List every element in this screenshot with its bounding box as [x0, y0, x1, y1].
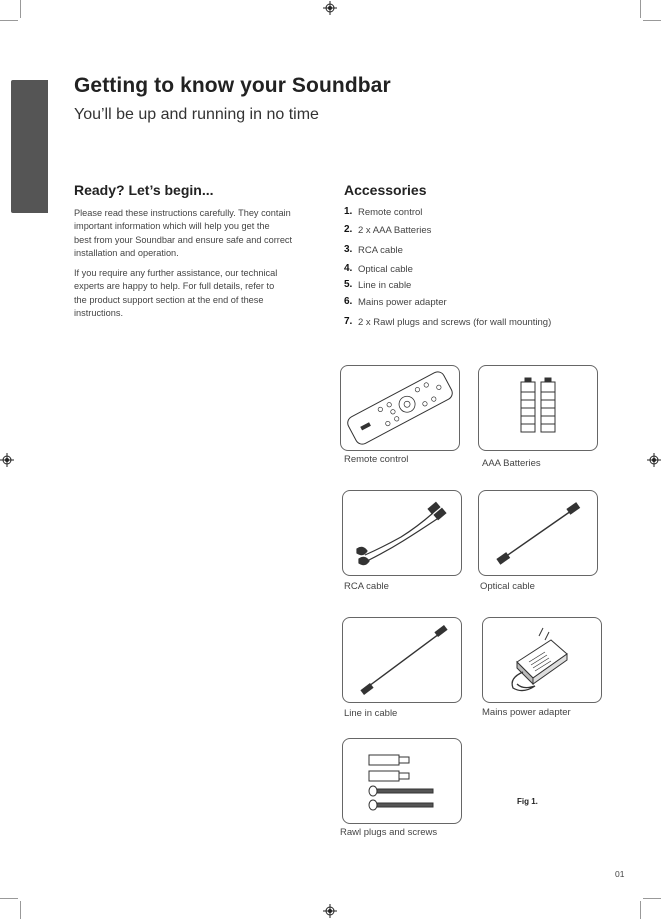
crop-mark — [0, 20, 18, 21]
batteries-figure — [478, 365, 598, 451]
item-number: 6. — [344, 296, 353, 307]
item-number: 1. — [344, 206, 353, 217]
power-adapter-icon — [483, 618, 601, 702]
rawl-figure — [342, 738, 462, 824]
crop-mark — [20, 0, 21, 18]
item-label: Optical cable — [358, 264, 413, 275]
page-title: Getting to know your Soundbar — [74, 74, 391, 97]
intro-paragraph-1 — [74, 207, 292, 261]
rawl-caption: Rawl plugs and screws — [340, 827, 438, 838]
text-line: instructions. — [74, 308, 124, 319]
list-item — [344, 264, 551, 280]
text-line: best from your Soundbar and ensure safe and correct — [74, 234, 293, 245]
figure-label: Fig 1. — [517, 797, 538, 806]
list-item — [344, 317, 551, 332]
optical-figure — [478, 490, 598, 576]
item-number: 5. — [344, 279, 353, 290]
registration-mark-icon — [323, 904, 337, 918]
registration-mark-icon — [647, 453, 661, 467]
accessories-list — [344, 207, 551, 332]
list-item — [344, 207, 551, 225]
text-line: If you require any further assistance, our technical — [74, 268, 278, 278]
item-label: 2 x Rawl plugs and screws (for wall mounting) — [358, 317, 552, 328]
list-item — [344, 225, 551, 245]
batteries-caption: AAA Batteries — [482, 458, 541, 469]
intro-paragraph-2 — [74, 267, 277, 321]
line-in-cable-icon — [343, 618, 461, 702]
item-number: 2. — [344, 224, 353, 235]
item-label: 2 x AAA Batteries — [358, 225, 432, 236]
registration-mark-icon — [0, 453, 14, 467]
page-number: 01 — [615, 869, 625, 879]
optical-cable-icon — [479, 491, 597, 575]
linein-caption: Line in cable — [344, 708, 398, 719]
crop-mark — [640, 901, 641, 919]
text-line: important information which will help you get the — [74, 221, 270, 232]
item-number: 7. — [344, 316, 353, 327]
page-subtitle: You’ll be up and running in no time — [74, 106, 319, 123]
list-item — [344, 280, 551, 297]
item-label: Line in cable — [358, 280, 412, 291]
optical-caption: Optical cable — [480, 581, 535, 592]
battery-icon — [479, 366, 597, 450]
adapter-caption: Mains power adapter — [482, 707, 571, 718]
item-label: RCA cable — [358, 245, 403, 256]
text-line: the product support section at the end of these — [74, 294, 264, 305]
crop-mark — [643, 20, 661, 21]
item-number: 3. — [344, 244, 353, 255]
crop-mark — [0, 898, 18, 899]
text-line: Please read these instructions carefully. They contain — [74, 208, 291, 218]
item-label: Remote control — [358, 207, 423, 218]
section-tab — [11, 80, 48, 213]
remote-figure — [340, 365, 460, 451]
item-number: 4. — [344, 263, 353, 274]
crop-mark — [640, 0, 641, 18]
item-label: Mains power adapter — [358, 297, 447, 308]
list-item — [344, 297, 551, 317]
rca-caption: RCA cable — [344, 581, 389, 592]
remote-caption: Remote control — [344, 454, 409, 465]
rawl-plugs-screws-icon — [343, 739, 461, 823]
text-line: experts are happy to help. For full details, refer to — [74, 281, 275, 292]
accessories-heading: Accessories — [344, 182, 427, 198]
crop-mark — [643, 898, 661, 899]
list-item — [344, 245, 551, 264]
linein-figure — [342, 617, 462, 703]
rca-figure — [342, 490, 462, 576]
intro-heading: Ready? Let’s begin... — [74, 182, 214, 198]
adapter-figure — [482, 617, 602, 703]
crop-mark — [20, 901, 21, 919]
registration-mark-icon — [323, 1, 337, 15]
text-line: installation and operation. — [74, 248, 179, 259]
rca-cable-icon — [343, 491, 461, 575]
remote-control-icon — [341, 366, 459, 450]
